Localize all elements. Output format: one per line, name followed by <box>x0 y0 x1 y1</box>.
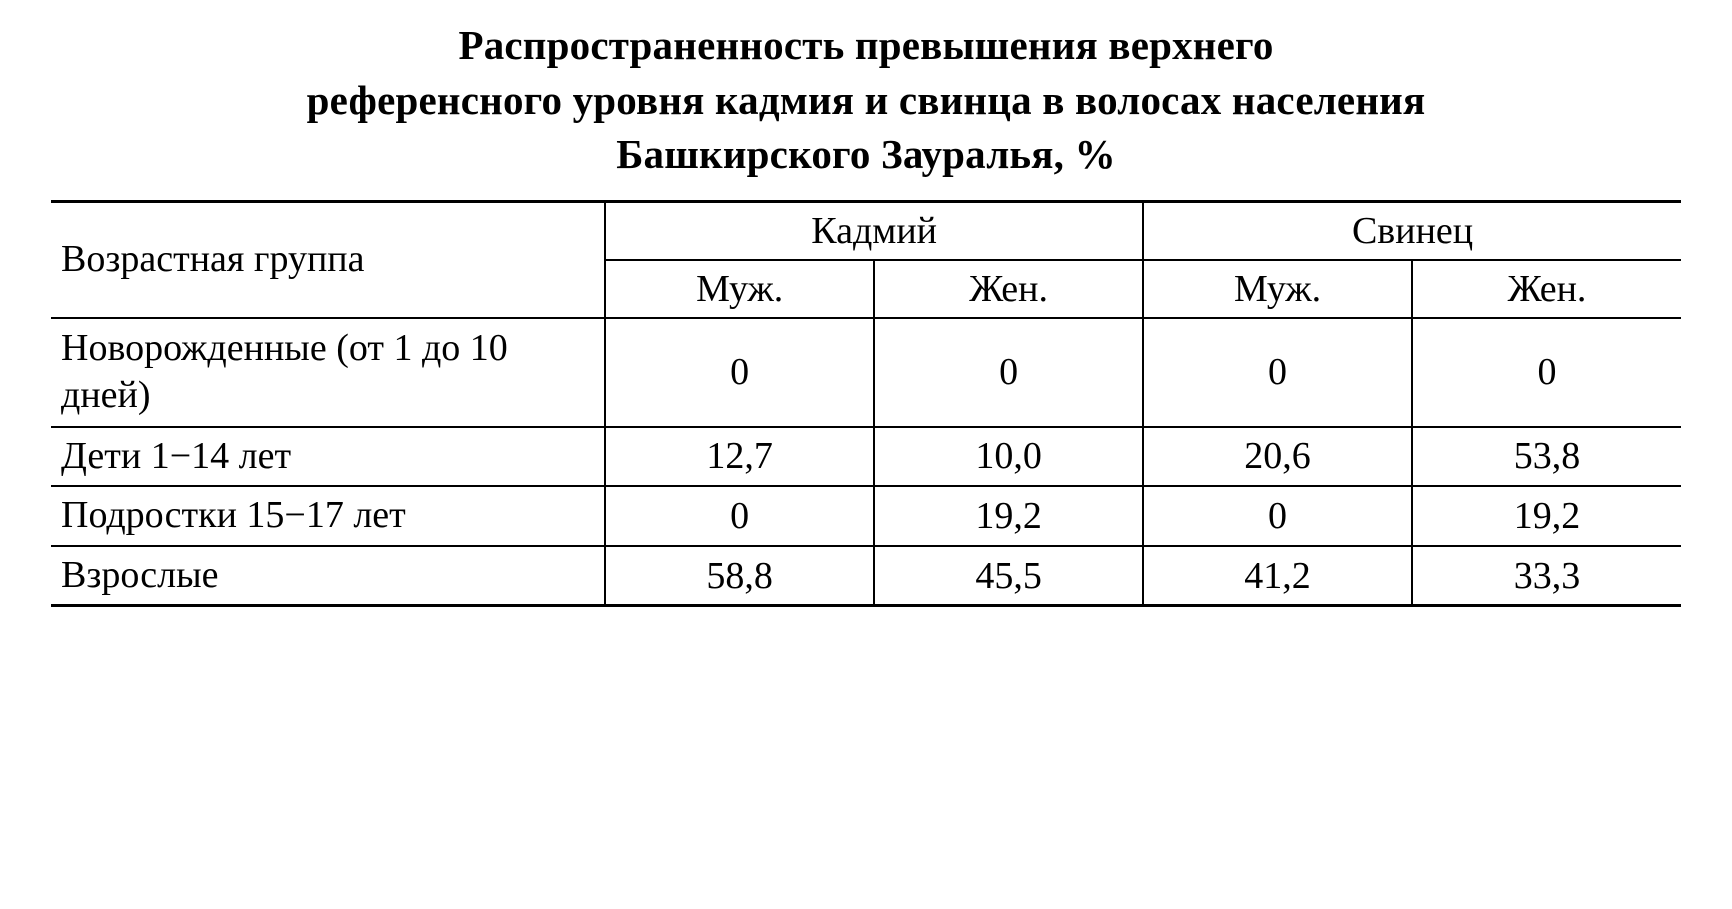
cell-newborns-cadmium-male: 0 <box>605 318 874 427</box>
cell-children-cadmium-male: 12,7 <box>605 427 874 487</box>
row-label-teens: Подростки 15−17 лет <box>51 486 605 546</box>
cell-newborns-lead-female: 0 <box>1412 318 1681 427</box>
cell-children-cadmium-female: 10,0 <box>874 427 1143 487</box>
cell-adults-cadmium-female: 45,5 <box>874 546 1143 606</box>
column-header-age-group: Возрастная группа <box>51 201 605 318</box>
column-header-lead-male: Муж. <box>1143 260 1412 318</box>
column-header-lead-female: Жен. <box>1412 260 1681 318</box>
table-container <box>51 200 1681 608</box>
cell-teens-lead-male: 0 <box>1143 486 1412 546</box>
cell-newborns-lead-male: 0 <box>1143 318 1412 427</box>
title-line-2: референсного уровня кадмия и свинца в волосах населения <box>306 76 1426 123</box>
row-label-children: Дети 1−14 лет <box>51 427 605 487</box>
document-page <box>0 10 1732 909</box>
cell-teens-lead-female: 19,2 <box>1412 486 1681 546</box>
cell-adults-lead-male: 41,2 <box>1143 546 1412 606</box>
cell-teens-cadmium-female: 19,2 <box>874 486 1143 546</box>
cell-children-lead-male: 20,6 <box>1143 427 1412 487</box>
cell-newborns-cadmium-female: 0 <box>874 318 1143 427</box>
column-group-cadmium: Кадмий <box>605 201 1143 260</box>
table-row <box>51 546 1681 606</box>
table-row <box>51 486 1681 546</box>
cell-teens-cadmium-male: 0 <box>605 486 874 546</box>
table-row <box>51 318 1681 427</box>
cell-children-lead-female: 53,8 <box>1412 427 1681 487</box>
column-group-lead: Свинец <box>1143 201 1681 260</box>
page-title <box>66 10 1666 182</box>
column-header-cadmium-male: Муж. <box>605 260 874 318</box>
title-line-3: Башкирского Зауралья, % <box>616 131 1116 178</box>
cell-adults-cadmium-male: 58,8 <box>605 546 874 606</box>
row-label-adults: Взрослые <box>51 546 605 606</box>
column-header-cadmium-female: Жен. <box>874 260 1143 318</box>
table-body <box>51 318 1681 606</box>
table-header <box>51 201 1681 318</box>
cell-adults-lead-female: 33,3 <box>1412 546 1681 606</box>
table-row <box>51 427 1681 487</box>
title-line-1: Распространенность превышения верхнего <box>458 22 1274 68</box>
prevalence-table <box>51 200 1681 608</box>
table-header-row-groups <box>51 201 1681 260</box>
row-label-newborns: Новорожденные (от 1 до 10 дней) <box>51 318 605 427</box>
